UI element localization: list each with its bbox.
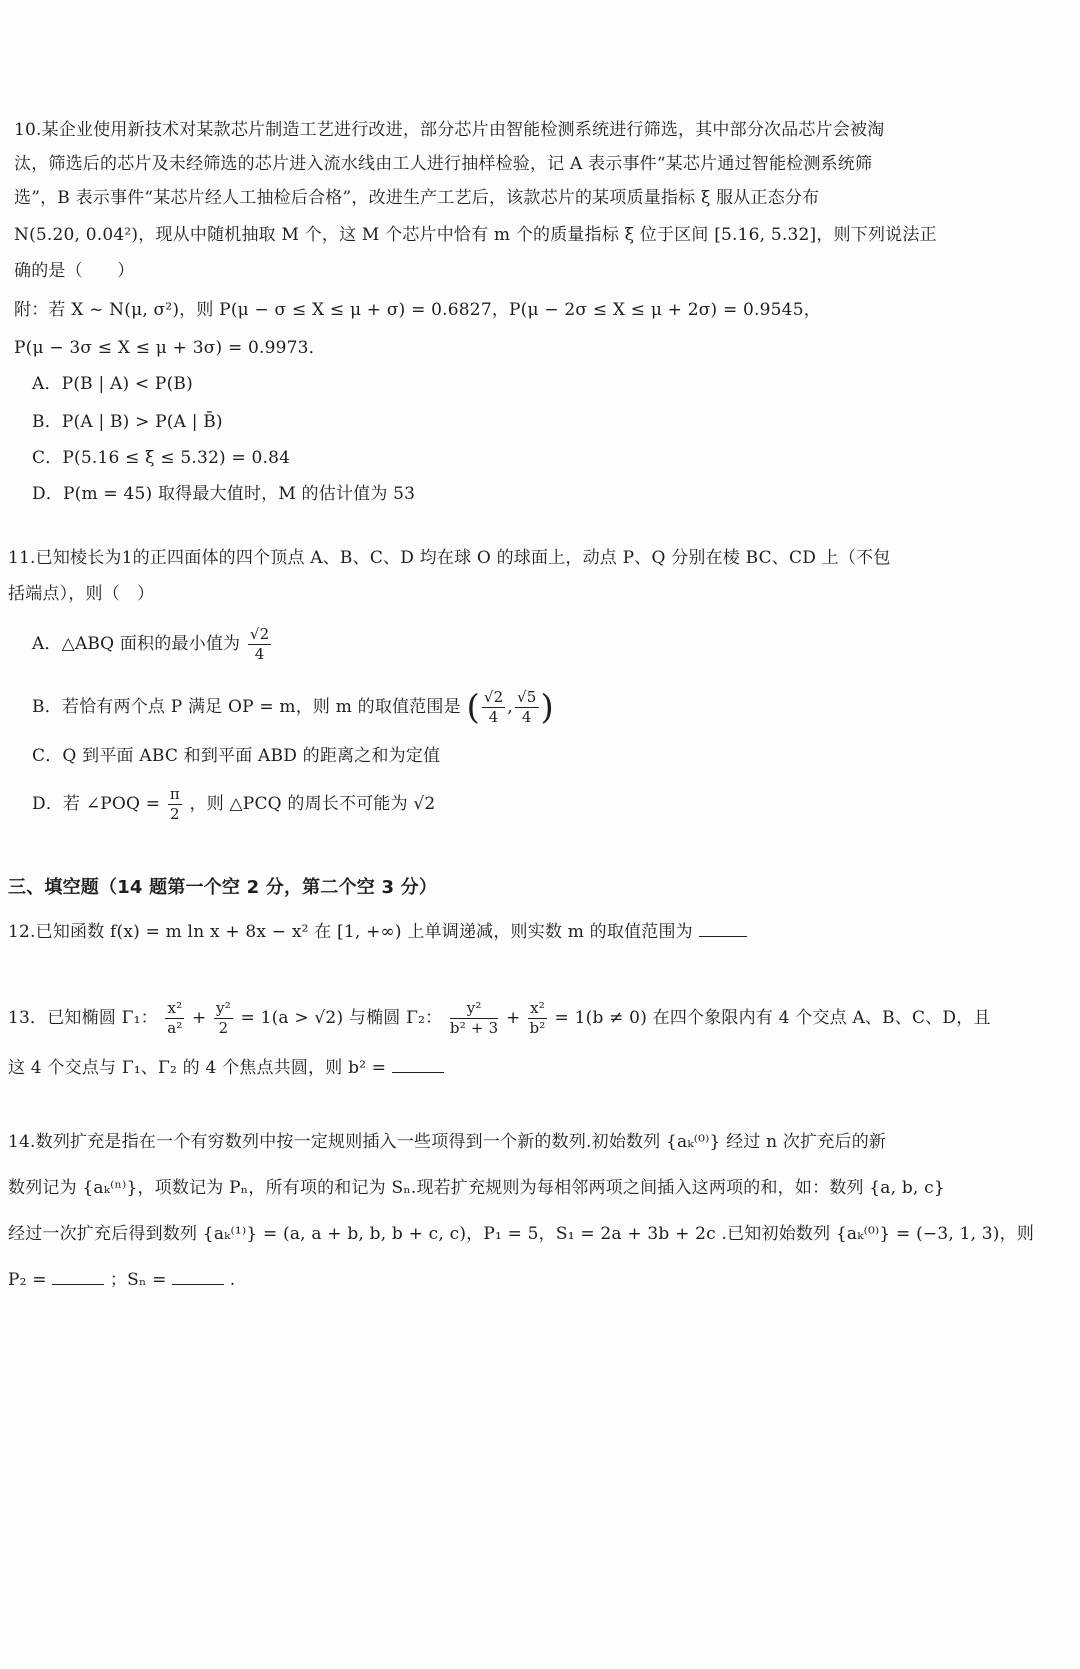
- q11-option-d: [32, 780, 435, 828]
- q14-line-2: 数列记为 {aₖ⁽ⁿ⁾}，项数记为 Pₙ，所有项的和记为 Sₙ.现若扩充规则为每相邻两项之间插入这两项的和，如：数列 {a, b, c}: [8, 1178, 945, 1198]
- section-3-title: 三、填空题（14 题第一个空 2 分，第二个空 3 分）: [8, 877, 438, 898]
- q11-option-b-f2-numerator: √5: [517, 688, 537, 706]
- q14-p2-label: P₂ =: [8, 1270, 47, 1290]
- q14-end: .: [229, 1270, 236, 1290]
- q10-option-d: D．P(m = 45) 取得最大值时，M 的估计值为 53: [32, 484, 416, 504]
- q14-sn-label: ；Sₙ =: [109, 1270, 167, 1290]
- q13-fraction-2: [214, 1001, 233, 1036]
- question-12: [8, 918, 747, 944]
- q11-option-a-text: A．△ABQ 面积的最小值为: [32, 634, 241, 654]
- q10-option-a: A．P(B | A) < P(B): [32, 374, 193, 394]
- q14-p2-blank[interactable]: [52, 1266, 104, 1285]
- q11-option-a-numerator: √2: [249, 625, 270, 643]
- q14-line-3: 经过一次扩充后得到数列 {aₖ⁽¹⁾} = (a, a + b, b, b + c, c)，P₁ = 5，S₁ = 2a + 3b + 2c .已知初始数列 {aₖ⁽⁰⁾} = (−3, 1, 3)，则: [8, 1224, 1035, 1244]
- q13-f4-numerator: x²: [530, 999, 545, 1017]
- q11-line-2: 括端点），则（ ）: [8, 584, 155, 604]
- q11-option-a: [32, 620, 273, 668]
- q14-line-4: [8, 1266, 235, 1292]
- q13-f4-denominator: b²: [529, 1019, 546, 1037]
- q10-line-2: 汰，筛选后的芯片及未经筛选的芯片进入流水线由工人进行抽样检验，记 A 表示事件“某芯片通过智能检测系统筛: [14, 154, 873, 174]
- q10-note-line-2: P(μ − 3σ ≤ X ≤ μ + 3σ) = 0.9973．: [14, 338, 326, 358]
- q13-f3-denominator: b² + 3: [449, 1019, 499, 1037]
- q14-line-1: 14.数列扩充是指在一个有穷数列中按一定规则插入一些项得到一个新的数列.初始数列 {aₖ⁽⁰⁾} 经过 n 次扩充后的新: [8, 1132, 887, 1152]
- open-paren-icon: (: [466, 687, 480, 728]
- q13-f1-denominator: a²: [167, 1019, 183, 1037]
- q11-option-d-pre: D．若 ∠POQ =: [32, 794, 161, 814]
- q13-f1-numerator: x²: [167, 999, 183, 1017]
- q10-option-c: C．P(5.16 ≤ ξ ≤ 5.32) = 0.84: [32, 448, 291, 468]
- q11-option-d-fraction: [168, 787, 182, 822]
- q10-line-1: 10.某企业使用新技术对某款芯片制造工艺进行改进，部分芯片由智能检测系统进行筛选，其中部分次品芯片会被淘: [14, 120, 885, 140]
- q13-fraction-4: [528, 1001, 547, 1036]
- q12-answer-blank[interactable]: [699, 918, 747, 937]
- q11-option-d-post: ，则 △PCQ 的周长不可能为 √2: [189, 794, 436, 814]
- q13-plus: +: [191, 1008, 207, 1028]
- q13-fraction-3: [450, 1001, 498, 1036]
- q13-answer-blank[interactable]: [392, 1054, 444, 1073]
- q13-f2-numerator: y²: [216, 999, 231, 1017]
- q13-fraction-1: [165, 1001, 184, 1036]
- q13-f2-denominator: 2: [218, 1019, 229, 1037]
- q11-option-b-fraction-2: [515, 690, 539, 725]
- close-paren-icon: ): [540, 687, 555, 728]
- q10-note-line-1: 附：若 X ~ N(μ, σ²)，则 P(μ − σ ≤ X ≤ μ + σ) = 0.6827，P(μ − 2σ ≤ X ≤ μ + 2σ) = 0.9545，: [14, 300, 821, 320]
- q11-option-b-fraction-1: [482, 690, 506, 725]
- q12-text: 12.已知函数 f(x) = m ln x + 8x − x² 在 [1, +∞) 上单调递减，则实数 m 的取值范围为: [8, 922, 693, 942]
- q11-option-d-numerator: π: [169, 785, 180, 803]
- q11-line-1: 11.已知棱长为1的正四面体的四个顶点 A、B、C、D 均在球 O 的球面上，动点 P、Q 分别在棱 BC、CD 上（不包: [8, 548, 891, 568]
- q10-line-5: 确的是（ ）: [14, 261, 135, 281]
- q11-option-a-denominator: 4: [254, 645, 265, 663]
- q13-line-2: [8, 1054, 444, 1080]
- q11-option-a-fraction: [248, 627, 272, 662]
- q11-option-b-text: B．若恰有两个点 P 满足 OP = m，则 m 的取值范围是: [32, 697, 461, 717]
- q13-line-2-text: 这 4 个交点与 Γ₁、Γ₂ 的 4 个焦点共圆，则 b² =: [8, 1058, 387, 1078]
- q10-line-3: 选”，B 表示事件“某芯片经人工抽检后合格”，改进生产工艺后，该款芯片的某项质量指标 ξ 服从正态分布: [14, 188, 820, 208]
- q11-option-b: B．若恰有两个点 P 满足 OP = m，则 m 的取值范围是 ( $\frac{√2}{4}$ , $\frac{√5}{4}$ ): [32, 687, 555, 728]
- q11-option-b-f1-numerator: √2: [483, 688, 504, 706]
- q11-option-b-f1-denominator: 4: [488, 708, 499, 726]
- q11-option-c: C．Q 到平面 ABC 和到平面 ABD 的距离之和为定值: [32, 746, 441, 766]
- q10-option-b: B．P(A | B) > P(A | B̄): [32, 412, 223, 432]
- q13-line-1: 13．已知椭圆 Γ₁： $\frac{\text{x²}}{\text{a²}}$ + $\frac{\text{y²}}{2}$ = 1(a > √2) 与椭圆 Γ₂： $\frac{\text{y²}}{\text{b² + 3}}$ + $\frac{\text{x²}}{\text{b²}}$ = 1(b ≠ 0) 在四个象限内有 4 个交点 A、B、C、D，且: [8, 999, 991, 1037]
- q13-mid: = 1(a > √2) 与椭圆 Γ₂：: [240, 1008, 443, 1028]
- q14-sn-blank[interactable]: [172, 1266, 224, 1285]
- q13-f3-numerator: y²: [450, 1001, 498, 1019]
- q13-pre: 13．已知椭圆 Γ₁：: [8, 1008, 158, 1028]
- q11-option-d-denominator: 2: [170, 805, 180, 823]
- q13-post: = 1(b ≠ 0) 在四个象限内有 4 个交点 A、B、C、D，且: [554, 1008, 991, 1028]
- q11-option-b-f2-denominator: 4: [521, 708, 532, 726]
- q10-line-4: N(5.20, 0.04²)，现从中随机抽取 M 个，这 M 个芯片中恰有 m 个的质量指标 ξ 位于区间 [5.16, 5.32]，则下列说法正: [14, 225, 937, 245]
